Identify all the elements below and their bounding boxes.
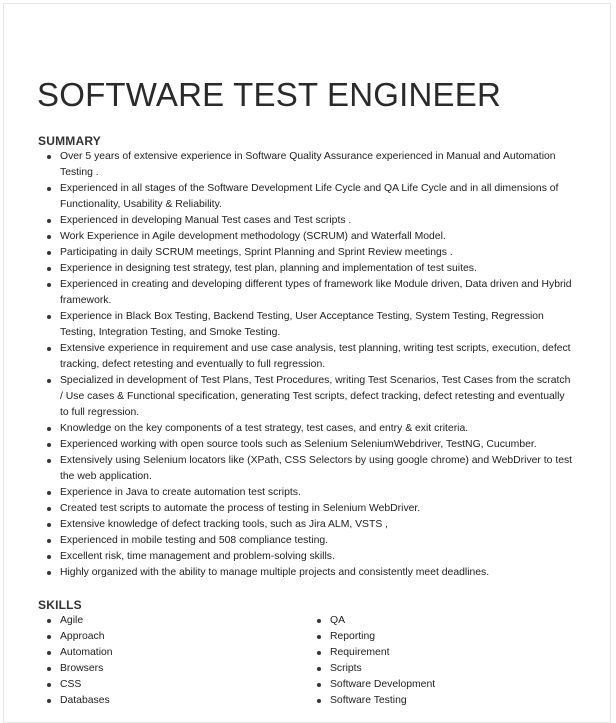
skills-list-left (46, 613, 276, 709)
summary-item: Experienced working with open source tools such as Selenium SeleniumWebdriver, TestNG, Cucumber. (46, 437, 576, 453)
summary-item: Extensive knowledge of defect tracking tools, such as Jira ALM, VSTS , (46, 517, 576, 533)
summary-item: Highly organized with the ability to manage multiple projects and consistently meet deadlines. (46, 565, 576, 581)
summary-item: Experienced in all stages of the Software Development Life Cycle and QA Life Cycle and in all dimensions of Functionality, Usability & Reliability. (46, 181, 576, 213)
summary-item: Excellent risk, time management and problem-solving skills. (46, 549, 576, 565)
summary-item: Over 5 years of extensive experience in Software Quality Assurance experienced in Manual and Automation Testing . (46, 149, 576, 181)
summary-item: Work Experience in Agile development methodology (SCRUM) and Waterfall Model. (46, 229, 576, 245)
summary-item: Extensive experience in requirement and use case analysis, test planning, writing test scripts, execution, defect tracking, defect retesting and eventually to full regression. (46, 341, 576, 373)
summary-item: Experience in Black Box Testing, Backend Testing, User Acceptance Testing, System Testing, Regression Testing, Integration Testing, and Smoke Testing. (46, 309, 576, 341)
skill-item: Automation (46, 645, 276, 661)
skills-list-right (316, 613, 556, 709)
skill-item: Agile (46, 613, 276, 629)
summary-list (46, 149, 576, 581)
skill-item: Databases (46, 693, 276, 709)
skills-heading: SKILLS (38, 598, 82, 612)
summary-item: Created test scripts to automate the process of testing in Selenium WebDriver. (46, 501, 576, 517)
resume-title: SOFTWARE TEST ENGINEER (37, 76, 502, 113)
skill-item: Browsers (46, 661, 276, 677)
summary-item: Experienced in creating and developing different types of framework like Module driven, Data driven and Hybrid framework. (46, 277, 576, 309)
skill-item: Scripts (316, 661, 556, 677)
summary-item: Experience in Java to create automation test scripts. (46, 485, 576, 501)
skill-item: Reporting (316, 629, 556, 645)
skill-item: Requirement (316, 645, 556, 661)
summary-heading: SUMMARY (38, 134, 101, 148)
summary-item: Extensively using Selenium locators like (XPath, CSS Selectors by using google chrome) and WebDriver to test the web application. (46, 453, 576, 485)
skill-item: Approach (46, 629, 276, 645)
summary-item: Experience in designing test strategy, test plan, planning and implementation of test suites. (46, 261, 576, 277)
summary-item: Participating in daily SCRUM meetings, Sprint Planning and Sprint Review meetings . (46, 245, 576, 261)
skill-item: CSS (46, 677, 276, 693)
summary-item: Experienced in developing Manual Test cases and Test scripts . (46, 213, 576, 229)
summary-item: Specialized in development of Test Plans, Test Procedures, writing Test Scenarios, Test Cases from the scratch / Use cases & Functional specification, generating Test scripts, defect tracking, defect retesting and eventually to full regression. (46, 373, 576, 421)
skill-item: Software Development (316, 677, 556, 693)
skill-item: QA (316, 613, 556, 629)
summary-item: Experienced in mobile testing and 508 compliance testing. (46, 533, 576, 549)
skill-item: Software Testing (316, 693, 556, 709)
summary-item: Knowledge on the key components of a test strategy, test cases, and entry & exit criteria. (46, 421, 576, 437)
